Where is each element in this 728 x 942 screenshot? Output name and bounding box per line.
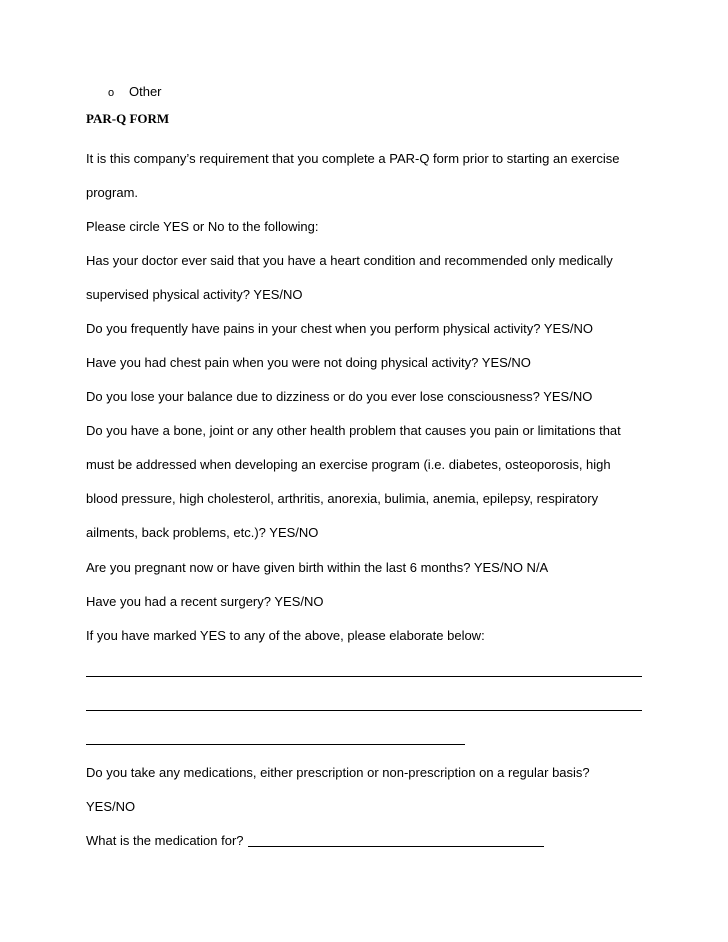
intro-line-2: program. xyxy=(86,185,139,200)
question-chest-pain-activity: Do you frequently have pains in your chest when you perform physical activity? YES/NO xyxy=(86,321,594,336)
elaborate-instruction: If you have marked YES to any of the above, please elaborate below: xyxy=(86,628,485,643)
question-bone-joint-line-3: blood pressure, high cholesterol, arthritis, anorexia, bulimia, anemia, epilepsy, respiratory xyxy=(86,491,599,506)
bullet-marker: o xyxy=(108,87,115,99)
bullet-label: Other xyxy=(129,84,162,99)
question-bone-joint-line-2: must be addressed when developing an exercise program (i.e. diabetes, osteoporosis, high xyxy=(86,457,611,472)
bullet-item-other xyxy=(108,84,162,101)
question-surgery: Have you had a recent surgery? YES/NO xyxy=(86,594,324,609)
medication-purpose-answer-line[interactable] xyxy=(248,846,544,847)
elaborate-answer-line-2[interactable] xyxy=(86,710,642,711)
medications-yes-no: YES/NO xyxy=(86,799,136,814)
question-balance: Do you lose your balance due to dizziness or do you ever lose consciousness? YES/NO xyxy=(86,389,593,404)
question-heart-line-2: supervised physical activity? YES/NO xyxy=(86,287,303,302)
question-chest-pain-rest: Have you had chest pain when you were not doing physical activity? YES/NO xyxy=(86,355,531,370)
question-heart-line-1: Has your doctor ever said that you have a heart condition and recommended only medically xyxy=(86,253,613,268)
medication-purpose-label: What is the medication for? xyxy=(86,833,244,848)
instruction-line: Please circle YES or No to the following: xyxy=(86,219,319,234)
intro-line-1: It is this company’s requirement that you complete a PAR-Q form prior to starting an exercise xyxy=(86,151,620,166)
medication-purpose-row xyxy=(86,833,544,849)
question-bone-joint-line-4: ailments, back problems, etc.)? YES/NO xyxy=(86,525,319,540)
question-pregnant: Are you pregnant now or have given birth within the last 6 months? YES/NO N/A xyxy=(86,560,549,575)
question-bone-joint-line-1: Do you have a bone, joint or any other health problem that causes you pain or limitations that xyxy=(86,423,621,438)
question-medications: Do you take any medications, either prescription or non-prescription on a regular basis? xyxy=(86,765,590,780)
form-heading: PAR-Q FORM xyxy=(86,111,170,126)
elaborate-answer-line-1[interactable] xyxy=(86,676,642,677)
elaborate-answer-line-3[interactable] xyxy=(86,744,465,745)
